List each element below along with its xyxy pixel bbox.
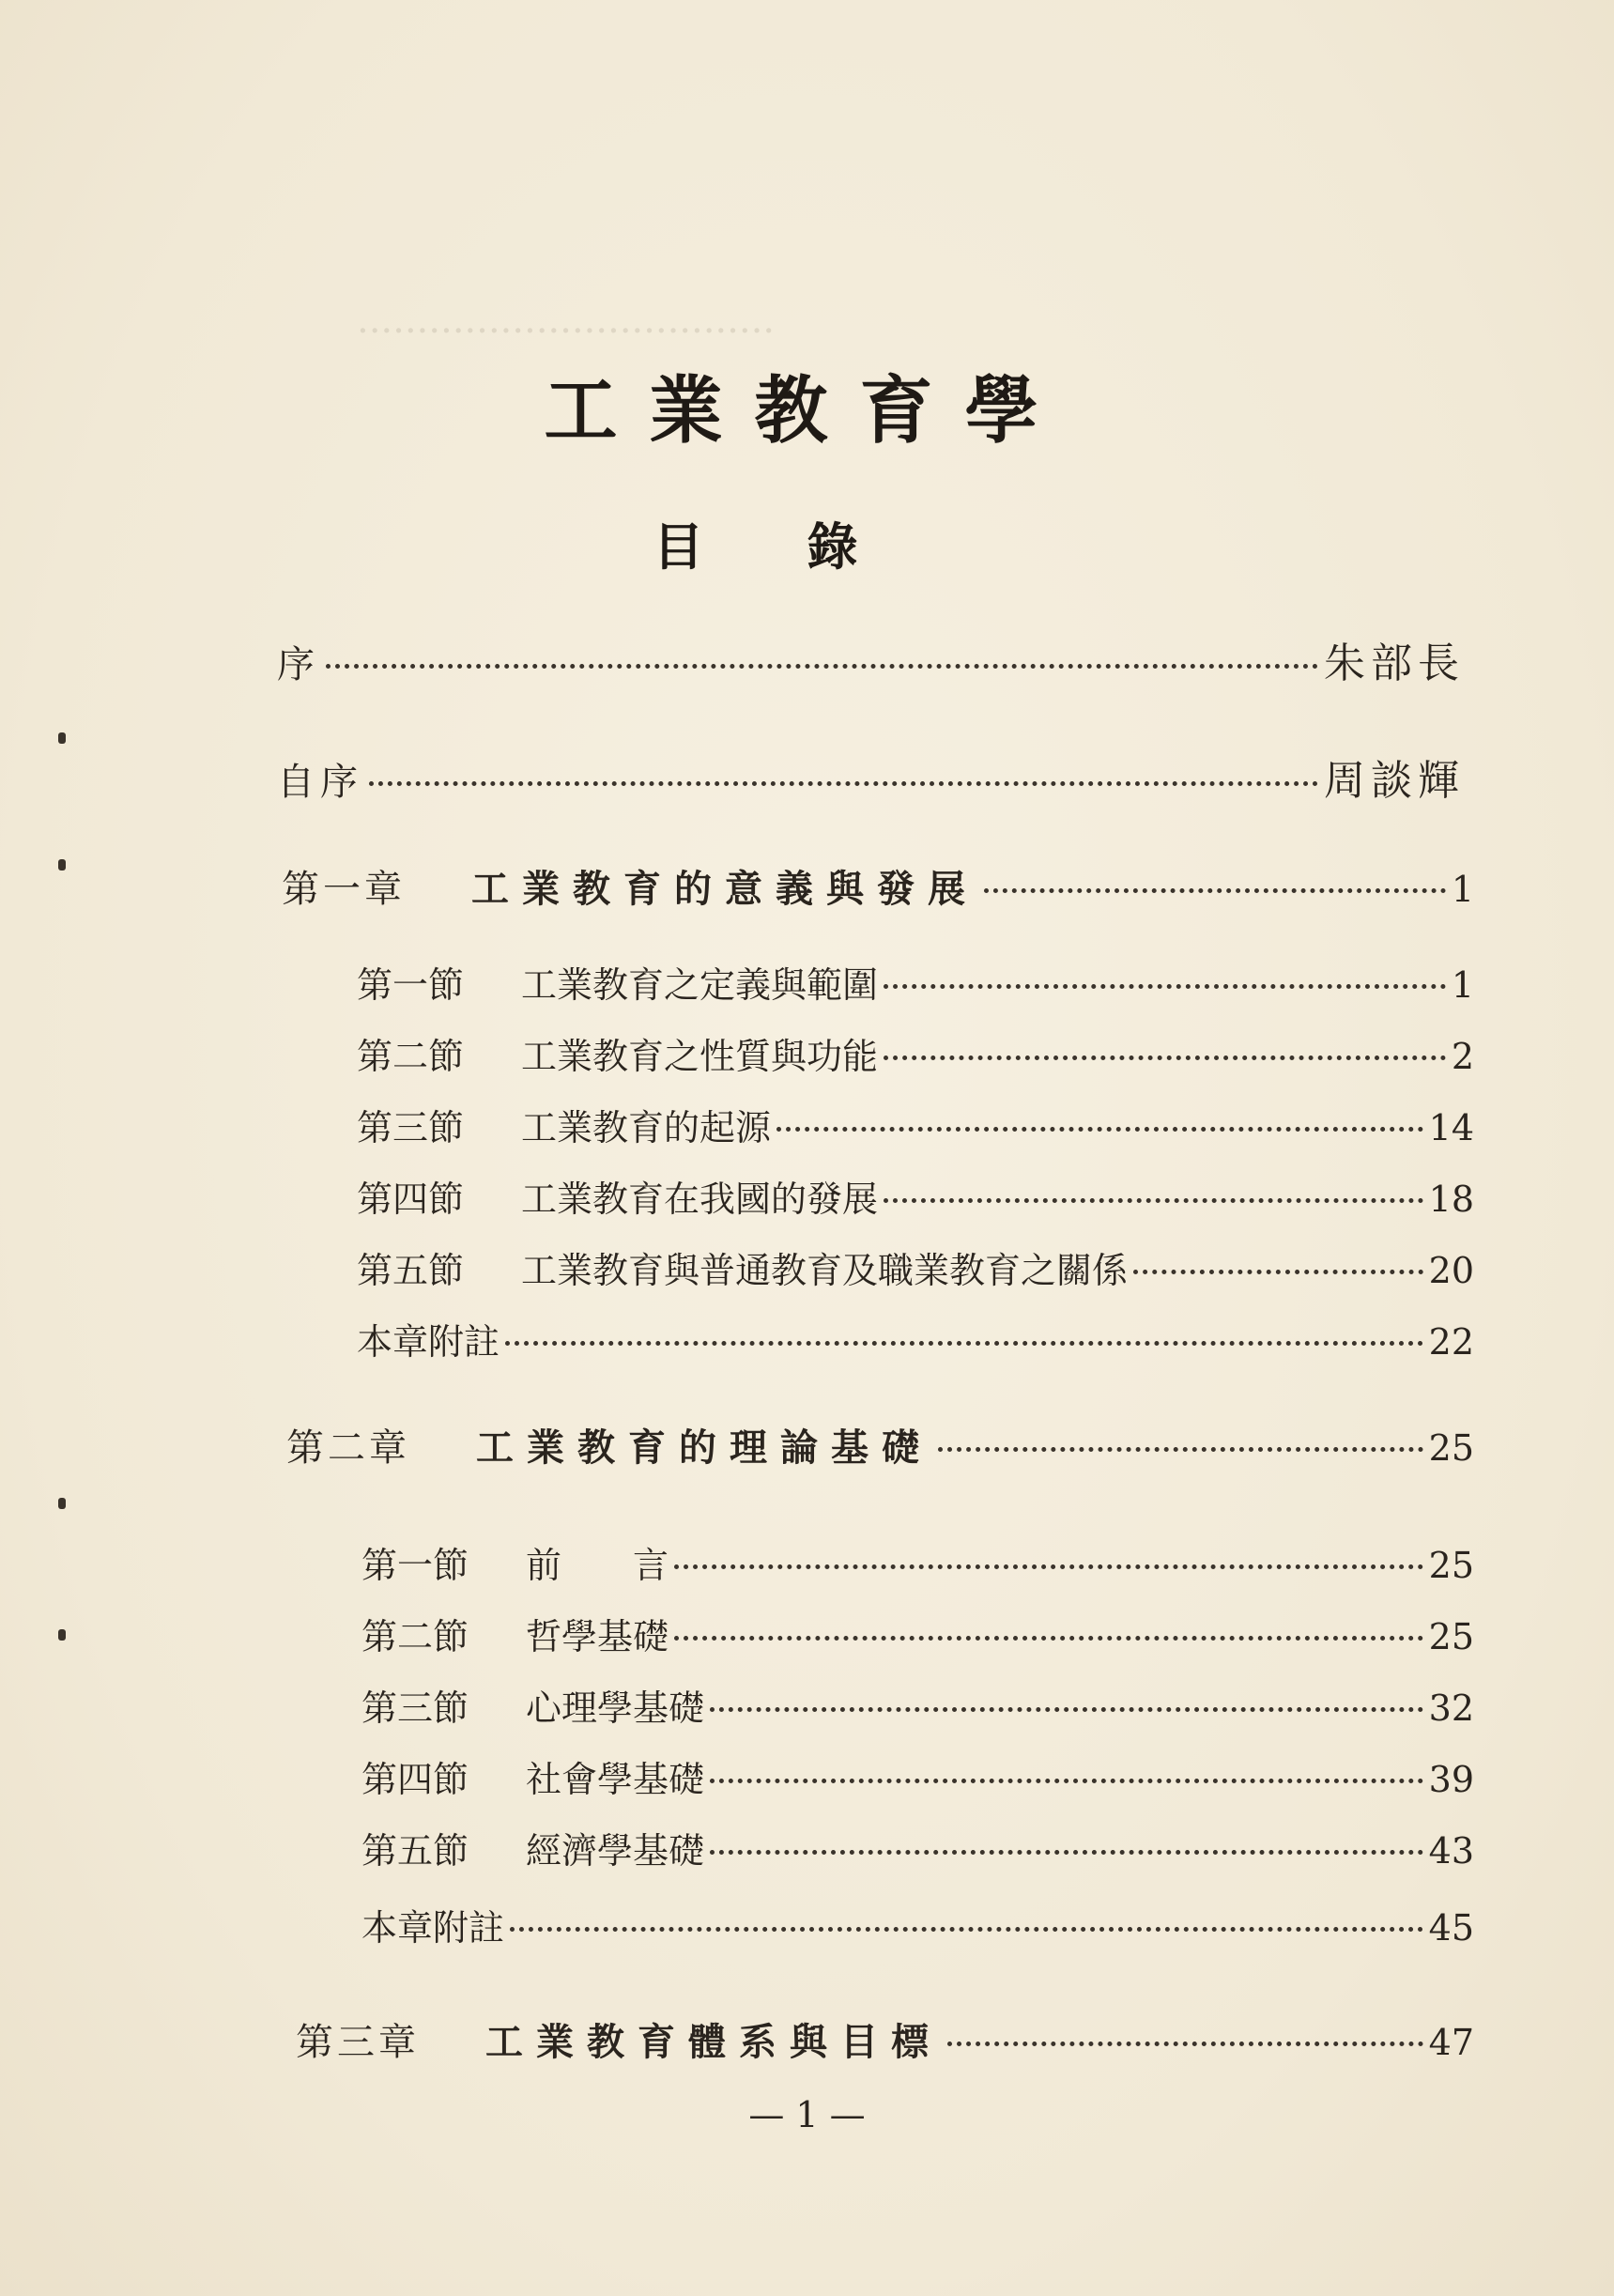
binding-hole-mark (58, 732, 66, 744)
page-number: 25 (1428, 1545, 1474, 1586)
dot-leader (947, 2042, 1423, 2046)
section-number: 第二節 (357, 1036, 465, 1077)
page-number: 20 (1428, 1250, 1474, 1291)
section-title: 工業教育與普通教育及職業教育之關係 (521, 1250, 1129, 1291)
section-number: 第四節 (361, 1759, 469, 1800)
dot-leader (369, 781, 1318, 786)
dot-leader (674, 1564, 1423, 1569)
section-title: 哲學基礎 (526, 1616, 669, 1657)
binding-hole-mark (58, 859, 66, 871)
binding-hole-mark (58, 1498, 66, 1509)
dot-leader (510, 1927, 1423, 1932)
binding-hole-mark (58, 1629, 66, 1641)
toc-chapter-3[interactable] (296, 2012, 1474, 2066)
entry-author: 周談輝 (1324, 757, 1465, 805)
chapter-number: 第三章 (296, 2021, 420, 2064)
dot-leader (884, 1198, 1423, 1203)
entry-title: 自序 (277, 761, 363, 804)
page-number: 18 (1428, 1179, 1474, 1220)
dot-leader (938, 1447, 1423, 1452)
entry-author: 朱部長 (1324, 639, 1465, 687)
section-title: 工業教育之定義與範圍 (521, 964, 879, 1006)
page-number: 25 (1428, 1427, 1474, 1469)
toc-section[interactable] (357, 1027, 1474, 1079)
page-number: 22 (1428, 1321, 1474, 1363)
dot-leader (776, 1127, 1423, 1132)
section-title: 工業教育之性質與功能 (521, 1036, 879, 1077)
section-title: 工業教育的起源 (521, 1107, 772, 1148)
page-number: 43 (1428, 1830, 1474, 1872)
toc-chapter-notes[interactable] (361, 1899, 1474, 1950)
section-title: 工業教育在我國的發展 (521, 1179, 879, 1220)
chapter-number: 第一章 (282, 868, 406, 911)
section-number: 第三節 (357, 1107, 465, 1148)
chapter-number: 第二章 (286, 1426, 410, 1470)
toc-section[interactable] (361, 1536, 1474, 1588)
toc-section[interactable] (357, 1241, 1474, 1293)
toc-section[interactable] (361, 1750, 1474, 1802)
toc-chapter-notes[interactable] (357, 1313, 1474, 1364)
section-number: 第三節 (361, 1687, 469, 1729)
section-title: 前 言 (526, 1545, 669, 1586)
toc-section[interactable] (361, 1679, 1474, 1731)
section-number: 第一節 (357, 964, 465, 1006)
page-number: 45 (1428, 1907, 1474, 1949)
chapter-title: 工業教育的理論基礎 (476, 1425, 932, 1470)
section-title: 本章附註 (357, 1321, 500, 1363)
toc-section[interactable] (361, 1822, 1474, 1873)
page-number: 1 (1451, 869, 1474, 910)
page-number: 32 (1428, 1687, 1474, 1729)
page-number: 14 (1428, 1107, 1474, 1148)
toc-entry-author-preface[interactable] (277, 747, 1465, 807)
toc-section[interactable] (357, 956, 1474, 1008)
toc-chapter-2[interactable] (286, 1418, 1474, 1472)
bleed-through: ··································· (357, 310, 776, 353)
dot-leader (984, 888, 1446, 893)
dot-leader (710, 1779, 1423, 1783)
page-number: 2 (1451, 1036, 1474, 1077)
toc-chapter-1[interactable] (282, 859, 1474, 913)
dot-leader (884, 984, 1446, 989)
dot-leader (710, 1707, 1423, 1712)
chapter-title: 工業教育體系與目標 (485, 2020, 942, 2064)
toc-section[interactable] (357, 1099, 1474, 1150)
section-number: 第五節 (361, 1830, 469, 1872)
section-number: 第二節 (361, 1616, 469, 1657)
section-number: 第四節 (357, 1179, 465, 1220)
page-footer: — 1 — (748, 2094, 866, 2135)
page-number: 39 (1428, 1759, 1474, 1800)
section-number: 第五節 (357, 1250, 465, 1291)
dot-leader (674, 1636, 1423, 1641)
page-number: 47 (1428, 2022, 1474, 2063)
toc-section[interactable] (357, 1170, 1474, 1222)
section-title: 經濟學基礎 (526, 1830, 705, 1872)
toc-entry-preface[interactable] (277, 629, 1465, 689)
section-title: 心理學基礎 (526, 1687, 705, 1729)
page-number: 1 (1451, 964, 1474, 1006)
section-title: 本章附註 (361, 1907, 505, 1949)
section-number: 第一節 (361, 1545, 469, 1586)
dot-leader (326, 664, 1318, 669)
toc-section[interactable] (361, 1608, 1474, 1659)
dot-leader (884, 1056, 1446, 1060)
chapter-title: 工業教育的意義與發展 (471, 867, 978, 911)
dot-leader (710, 1850, 1423, 1855)
entry-title: 序 (277, 643, 320, 686)
section-title: 社會學基礎 (526, 1759, 705, 1800)
page-number: 25 (1428, 1616, 1474, 1657)
contents-heading: 目錄 (653, 516, 961, 577)
dot-leader (505, 1341, 1423, 1346)
book-title: 工業教育學 (544, 368, 1070, 454)
dot-leader (1133, 1270, 1423, 1274)
